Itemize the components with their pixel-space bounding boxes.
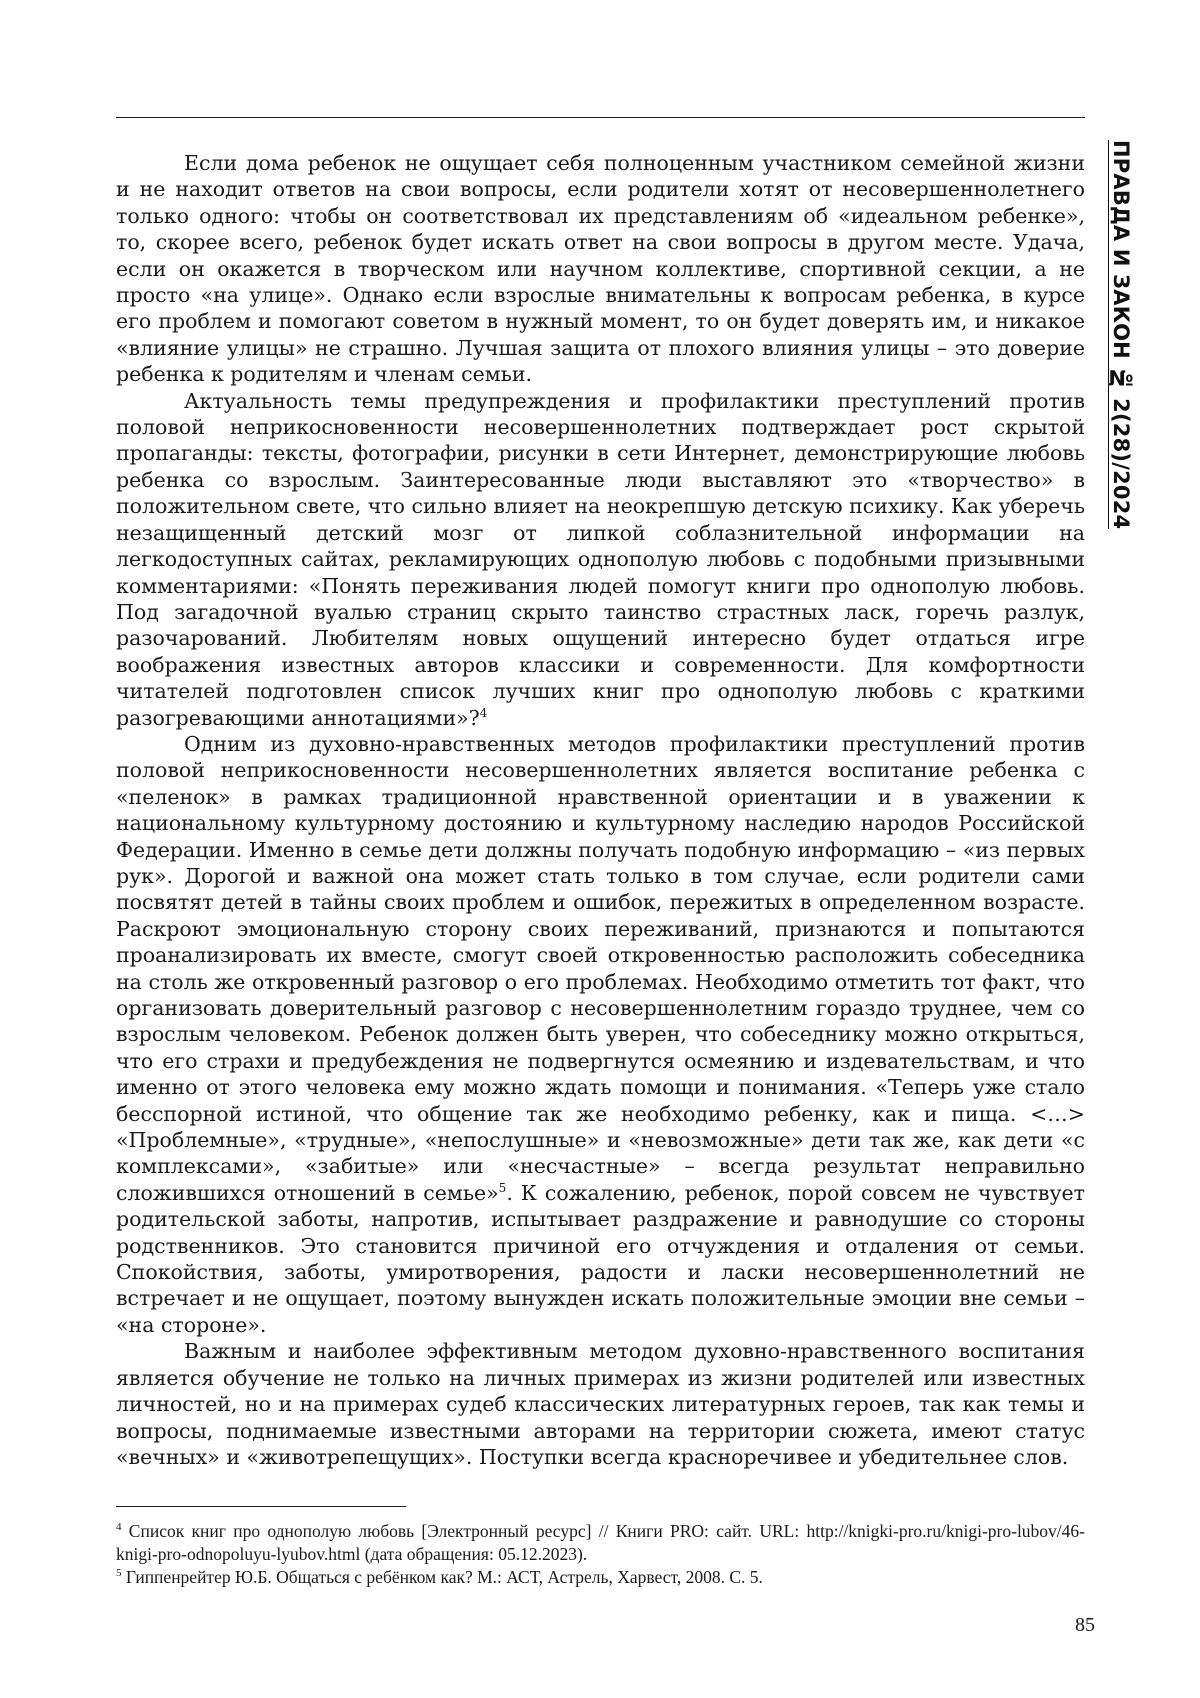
page-number: 85 — [1075, 1614, 1095, 1636]
footnote-separator — [116, 1506, 406, 1507]
journal-title — [1108, 140, 1134, 540]
footnotes — [116, 1520, 1085, 1589]
journal-title-text: ПРАВДА И ЗАКОН № 2(28)/2024 — [1109, 140, 1133, 530]
paragraph-2 — [116, 388, 1085, 731]
paragraph-3 — [116, 731, 1085, 1338]
article-body — [116, 150, 1085, 1470]
paragraph-4 — [116, 1338, 1085, 1470]
paragraph-3-text: Одним из духовно-нравственных методов профилактики преступлений против половой неприкосновенности несовершеннолетних является воспитание ребенка с «пеленок» в рамках традиционной нравственной ориентации и в уважении к национальному культурному достоянию и культурному наследию народов Российской Федерации. Именно в семье дети должны получать подобную информацию – «из первых рук». Дорогой и важной она может стать только в том случае, если родители сами посвятят детей в тайны своих проблем и ошибок, пережитых в определенном возрасте. Раскроют эмоциональную сторону своих переживаний, признаются и попытаются проанализировать их вместе, смогут своей откровенностью расположить собеседника на столь же откровенный разговор о его проблемах. Необходимо отметить тот факт, что организовать доверительный разговор с несовершеннолетним гораздо труднее, чем со взрослым человеком. Ребенок должен быть уверен, что собеседнику можно открыться, что его страхи и предубеждения не подвергнутся осмеянию и издевательствам, и что именно от этого человека ему можно ждать помощи и понимания. «Теперь уже стало бесспорной истиной, что общение так же необходимо ребенку, как и пища. <…> «Проблемные», «трудные», «непослушные» и «невозможные» дети так же, как дети «с комплексами», «забитые» или «несчастные» – всегда результат неправильно сложившихся отношений в семье» — [116, 731, 1085, 1205]
header-rule — [116, 117, 1085, 118]
footnote-5 — [116, 1566, 1085, 1589]
paragraph-1-text: Если дома ребенок не ощущает себя полноценным участником семейной жизни и не находит ответов на свои вопросы, если родители хотят от несовершеннолетнего только одного: чтобы он соответствовал их представлениям об «идеальном ребенке», то, скорее всего, ребенок будет искать ответ на свои вопросы в другом месте. Удача, если он окажется в творческом или научном коллективе, спортивной секции, а не просто «на улице». Однако если взрослые внимательны к вопросам ребенка, в курсе его проблем и помогают советом в нужный момент, то он будет доверять им, и никакое «влияние улицы» не страшно. Лучшая защита от плохого влияния улицы – это доверие ребенка к родителям и членам семьи. — [116, 151, 1085, 387]
footnote-5-number: 5 — [116, 1567, 122, 1580]
footnote-5-text: Гиппенрейтер Ю.Б. Общаться с ребёнком как? М.: АСТ, Астрель, Харвест, 2008. С. 5. — [121, 1567, 763, 1587]
paragraph-1 — [116, 150, 1085, 388]
footnote-4 — [116, 1520, 1085, 1566]
paragraph-3-continuation: . К сожалению, ребенок, порой совсем не чувствует родительской заботы, напротив, испытывает раздражение и равнодушие со стороны родственников. Это становится причиной его отчуждения и отдаления от семьи. Спокойствия, заботы, умиротворения, радости и ласки несовершеннолетний не встречает и не ощущает, поэтому вынужден искать положительные эмоции вне семьи – «на стороне». — [116, 1180, 1085, 1337]
footnote-ref-5[interactable]: 5 — [498, 1181, 507, 1196]
footnote-4-number: 4 — [116, 1521, 122, 1534]
paragraph-2-text: Актуальность темы предупреждения и профилактики преступлений против половой неприкосновенности несовершеннолетних подтверждает рост скрытой пропаганды: тексты, фотографии, рисунки в сети Интернет, демонстрирующие любовь ребенка со взрослым. Заинтересованные люди выставляют это «творчество» в положительном свете, что сильно влияет на неокрепшую детскую психику. Как уберечь незащищенный детский мозг от липкой соблазнительной информации на легкодоступных сайтах, рекламирующих однополую любовь с подобными призывными комментариями: «Понять переживания людей помогут книги про однополую любовь. Под загадочной вуалью страниц скрыто таинство страстных ласк, горечь разлук, разочарований. Любителям новых ощущений интересно будет отдаться игре воображения известных авторов классики и современности. Для комфортности читателей подготовлен список лучших книг про однополую любовь с краткими разогревающими аннотациями»? — [116, 388, 1085, 730]
paragraph-4-text: Важным и наиболее эффективным методом духовно-нравственного воспитания является обучение не только на личных примерах из жизни родителей или известных личностей, но и на примерах судеб классических литературных героев, так как темы и вопросы, поднимаемые известными авторами на территории сюжета, имеют статус «вечных» и «животрепещущих». Поступки всегда красноречивее и убедительнее слов. — [116, 1339, 1085, 1469]
footnote-4-text: Список книг про однополую любовь [Электронный ресурс] // Книги PRO: сайт. URL: http://knigki-pro.ru/knigi-pro-lubov/46-knigi-pro-odnopoluyu-lyubov.html (дата обращения: 05.12.2023). — [116, 1521, 1085, 1564]
footnote-ref-4[interactable]: 4 — [479, 705, 488, 720]
